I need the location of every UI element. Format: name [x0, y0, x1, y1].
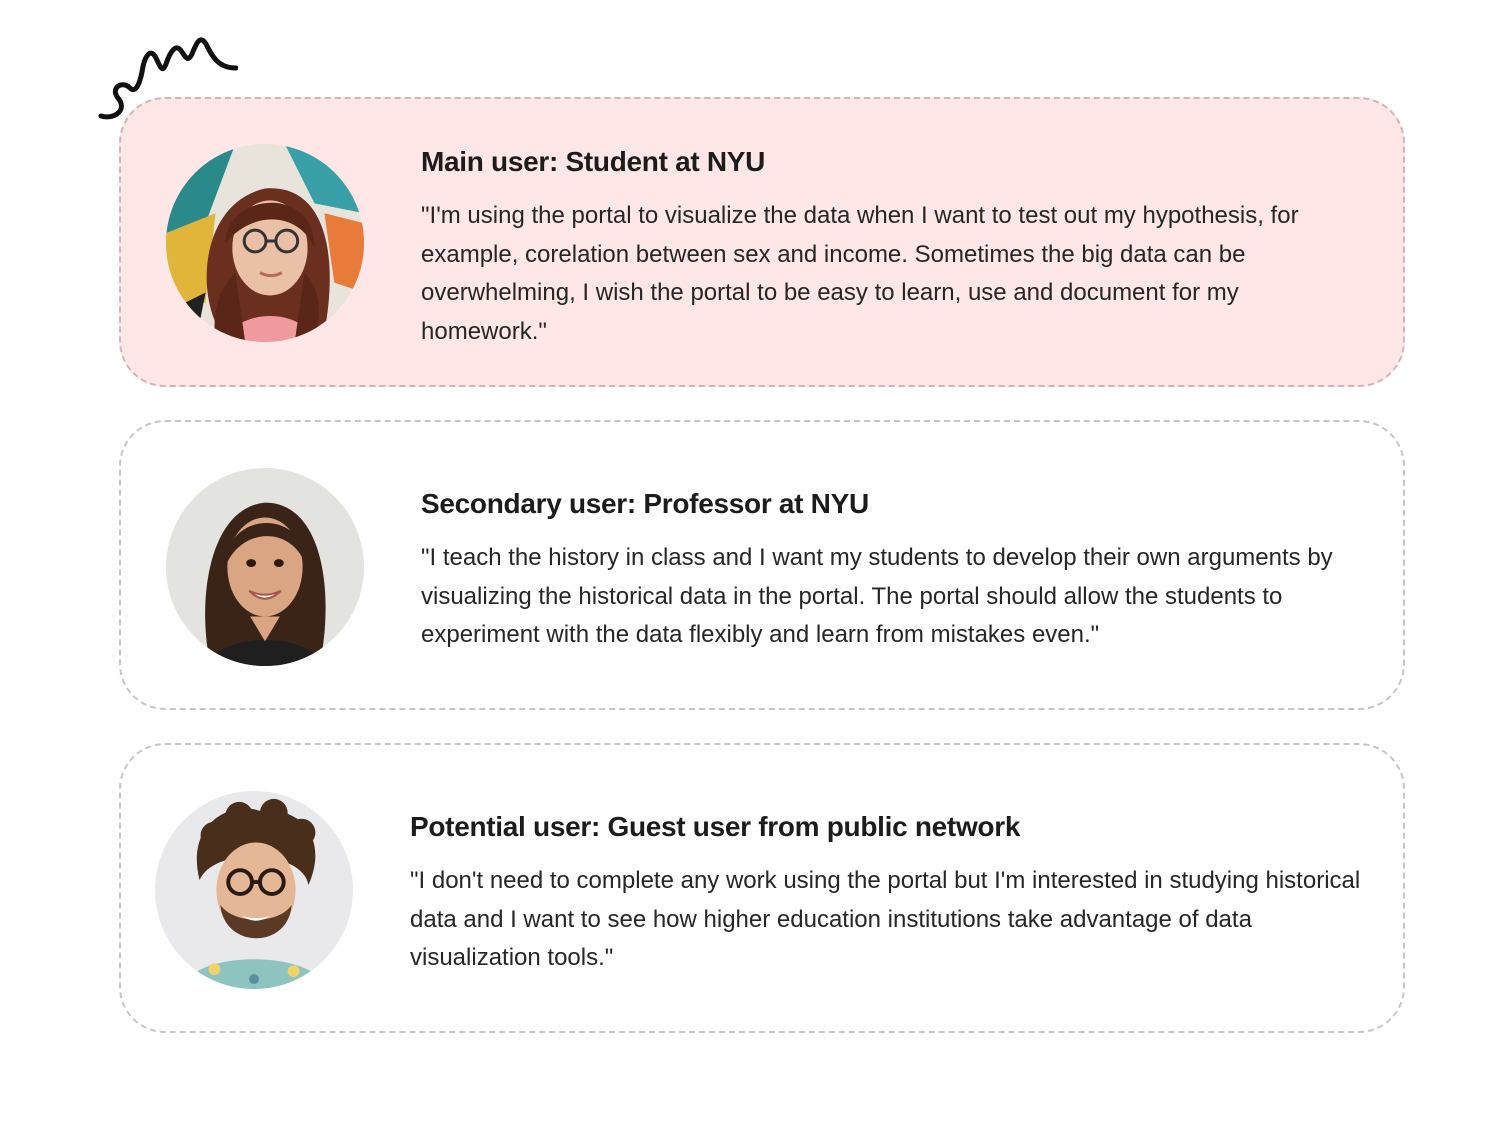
persona-card-main: [119, 97, 1405, 387]
persona-title: Secondary user: Professor at NYU: [421, 488, 869, 519]
avatar: [166, 468, 364, 666]
persona-card-secondary: [119, 420, 1405, 710]
persona-title: Main user: Student at NYU: [421, 146, 766, 177]
professor-avatar-icon: [166, 468, 364, 666]
avatar: [166, 144, 364, 342]
persona-title: Potential user: Guest user from public network: [410, 811, 1021, 842]
persona-quote: "I don't need to complete any work using the portal but I'm interested in studying historical data and I want to see how higher education institutions take advantage of data visualization tools.": [410, 867, 1361, 971]
persona-quote: "I teach the history in class and I want my students to develop their own arguments by visualizing the historical data in the portal. The portal should allow the students to experiment with the data flexibly and learn from mistakes even.": [421, 544, 1333, 648]
guest-avatar-icon: [155, 791, 353, 989]
student-avatar-icon: [166, 144, 364, 342]
persona-card-potential: [119, 743, 1405, 1033]
persona-quote: "I'm using the portal to visualize the data when I want to test out my hypothesis, for example, corelation between sex and income. Sometimes the big data can be overwhelming, I wish the portal to be easy to learn, use and document for my homework.": [421, 202, 1299, 345]
avatar: [155, 791, 353, 989]
